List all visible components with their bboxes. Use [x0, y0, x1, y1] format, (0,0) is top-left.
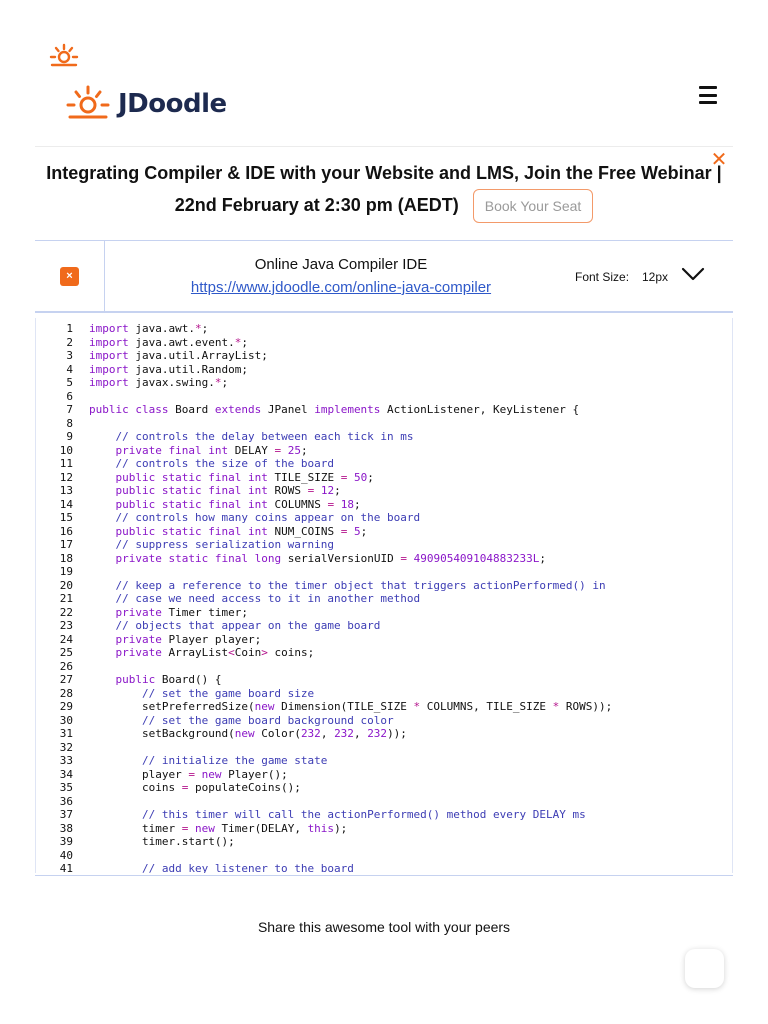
line-number: 29	[59, 700, 73, 713]
code-line	[36, 660, 732, 674]
line-number: 32	[59, 740, 73, 754]
menu-bar	[699, 101, 717, 104]
line-number: 30	[59, 713, 73, 727]
brand-name: JDoodle	[118, 89, 227, 119]
code-text: import java.util.Random;	[89, 362, 248, 376]
code-line	[36, 417, 732, 431]
code-text: // controls the delay between each tick in ms	[115, 430, 414, 443]
code-line	[36, 781, 732, 795]
line-number: 22	[59, 605, 73, 619]
code-line	[36, 538, 732, 552]
line-number: 2	[66, 335, 73, 349]
line-number: 21	[59, 592, 73, 605]
code-line	[36, 714, 732, 728]
code-line	[36, 862, 732, 873]
line-number: 33	[59, 754, 73, 767]
brand-logo[interactable]	[64, 84, 227, 124]
code-text: // case we need access to it in another method	[115, 592, 421, 605]
hamburger-menu-icon[interactable]	[696, 84, 720, 106]
line-number: 7	[66, 403, 73, 416]
code-text: // controls how many coins appear on the board	[115, 511, 421, 524]
code-text: import java.awt.event.*;	[89, 335, 248, 349]
code-text: import javax.swing.*;	[89, 376, 229, 389]
code-editor[interactable]	[35, 318, 733, 873]
code-text: // objects that appear on the game board	[115, 619, 381, 632]
code-line	[36, 808, 732, 822]
banner-line-1: Integrating Compiler & IDE with your Website and LMS, Join the Free Webinar |	[46, 163, 722, 183]
code-text: public static final int ROWS = 12;	[115, 484, 341, 497]
code-line	[36, 430, 732, 444]
code-line	[36, 700, 732, 714]
line-number: 20	[59, 578, 73, 592]
line-number: 14	[59, 497, 73, 511]
code-text: public Board() {	[115, 673, 222, 686]
line-number: 37	[59, 808, 73, 821]
code-text: public static final int COLUMNS = 18;	[115, 497, 361, 511]
code-line	[36, 363, 732, 377]
code-text: private final int DELAY = 25;	[115, 443, 308, 457]
line-number: 40	[59, 848, 73, 862]
code-line	[36, 822, 732, 836]
code-line	[36, 511, 732, 525]
line-number: 35	[59, 781, 73, 794]
banner-line-2: 22nd February at 2:30 pm (AEDT)	[174, 194, 459, 215]
jdoodle-sun-icon	[48, 43, 80, 69]
code-text: // set the game board background color	[141, 713, 394, 727]
code-line	[36, 646, 732, 660]
code-line	[36, 457, 732, 471]
line-number: 17	[59, 538, 73, 551]
ide-url-link[interactable]: https://www.jdoodle.com/online-java-compiler	[190, 279, 492, 296]
line-number: 1	[66, 322, 73, 335]
code-text: // set the game board size	[141, 686, 315, 700]
line-number: 23	[59, 619, 73, 632]
floating-action-button[interactable]	[685, 949, 724, 988]
code-text: // suppress serialization warning	[115, 538, 335, 551]
font-size-value[interactable]: 12px	[642, 270, 669, 284]
code-line	[36, 795, 732, 809]
code-text: private static final long serialVersionUID = 490905409104883233L;	[115, 551, 547, 565]
line-number: 39	[59, 835, 73, 848]
code-line	[36, 579, 732, 593]
line-number: 10	[59, 443, 73, 457]
line-number: 36	[59, 794, 73, 808]
font-size-label: Font Size:	[575, 270, 630, 284]
line-number: 13	[59, 484, 73, 497]
code-line	[36, 390, 732, 404]
ide-title: Online Java Compiler IDE	[254, 256, 428, 273]
code-text: // controls the size of the board	[115, 457, 335, 470]
code-line	[36, 565, 732, 579]
code-text: // keep a reference to the timer object that triggers actionPerformed() in	[115, 578, 606, 592]
chevron-down-icon[interactable]	[681, 266, 705, 282]
header-divider	[35, 146, 733, 147]
code-line	[36, 633, 732, 647]
close-banner-icon[interactable]: ✕	[710, 149, 728, 171]
code-line	[36, 673, 732, 687]
code-text: public static final int NUM_COINS = 5;	[115, 524, 368, 538]
line-number: 26	[59, 659, 73, 673]
code-text: import java.util.ArrayList;	[89, 349, 268, 362]
code-text: // this timer will call the actionPerformed() method every DELAY ms	[141, 808, 586, 821]
line-number: 41	[59, 862, 73, 873]
line-number: 3	[66, 349, 73, 362]
code-line	[36, 444, 732, 458]
line-number: 15	[59, 511, 73, 524]
code-line	[36, 484, 732, 498]
menu-bar	[699, 94, 717, 97]
menu-bar	[699, 86, 717, 89]
line-number: 16	[59, 524, 73, 538]
webinar-banner	[40, 158, 728, 223]
share-heading: Share this awesome tool with your peers	[257, 919, 511, 935]
code-line	[36, 403, 732, 417]
line-number: 28	[59, 686, 73, 700]
line-number: 38	[59, 821, 73, 835]
ide-header	[35, 241, 733, 313]
code-text: player = new Player();	[89, 767, 288, 781]
line-number: 9	[66, 430, 73, 443]
code-text: coins = populateCoins();	[89, 781, 301, 794]
code-line	[36, 498, 732, 512]
code-text: private ArrayList<Coin> coins;	[115, 646, 315, 659]
code-line	[36, 768, 732, 782]
code-text: timer = new Timer(DELAY, this);	[89, 821, 348, 835]
book-your-seat-button[interactable]: Book Your Seat	[473, 189, 594, 223]
ide-header-divider	[104, 241, 105, 312]
code-line	[36, 376, 732, 390]
ide-panel	[35, 240, 733, 876]
code-text: timer.start();	[89, 835, 235, 848]
jdoodle-logo-icon	[64, 84, 112, 124]
banner-line-2-wrapper	[40, 189, 728, 223]
line-number: 27	[59, 673, 73, 686]
code-line	[36, 687, 732, 701]
code-text: public static final int TILE_SIZE = 50;	[115, 470, 374, 484]
code-text: // initialize the game state	[141, 754, 328, 767]
code-line	[36, 336, 732, 350]
code-text: setBackground(new Color(232, 232, 232));	[89, 727, 407, 740]
line-number: 8	[66, 416, 73, 430]
line-number: 6	[66, 389, 73, 403]
line-number: 31	[59, 727, 73, 740]
code-line	[36, 754, 732, 768]
line-number: 5	[66, 376, 73, 389]
line-number: 34	[59, 767, 73, 781]
code-line	[36, 552, 732, 566]
line-number: 24	[59, 632, 73, 646]
close-ide-icon[interactable]: ×	[60, 267, 79, 286]
code-line	[36, 741, 732, 755]
code-line	[36, 835, 732, 849]
line-number: 19	[59, 565, 73, 578]
code-text: import java.awt.*;	[89, 322, 209, 335]
code-line	[36, 322, 732, 336]
line-number: 18	[59, 551, 73, 565]
code-line	[36, 471, 732, 485]
code-line	[36, 525, 732, 539]
code-line	[36, 849, 732, 863]
code-line	[36, 349, 732, 363]
code-line	[36, 592, 732, 606]
code-text: public class Board extends JPanel implements ActionListener, KeyListener {	[89, 403, 580, 416]
code-text: private Player player;	[115, 632, 262, 646]
code-text: private Timer timer;	[115, 605, 248, 619]
code-text: setPreferredSize(new Dimension(TILE_SIZE * COLUMNS, TILE_SIZE * ROWS));	[89, 700, 613, 713]
line-number: 12	[59, 470, 73, 484]
line-number: 11	[59, 457, 73, 470]
line-number: 25	[59, 646, 73, 659]
code-line	[36, 727, 732, 741]
line-number: 4	[66, 362, 73, 376]
code-text: // add key listener to the board	[141, 862, 354, 873]
code-line	[36, 619, 732, 633]
code-line	[36, 606, 732, 620]
